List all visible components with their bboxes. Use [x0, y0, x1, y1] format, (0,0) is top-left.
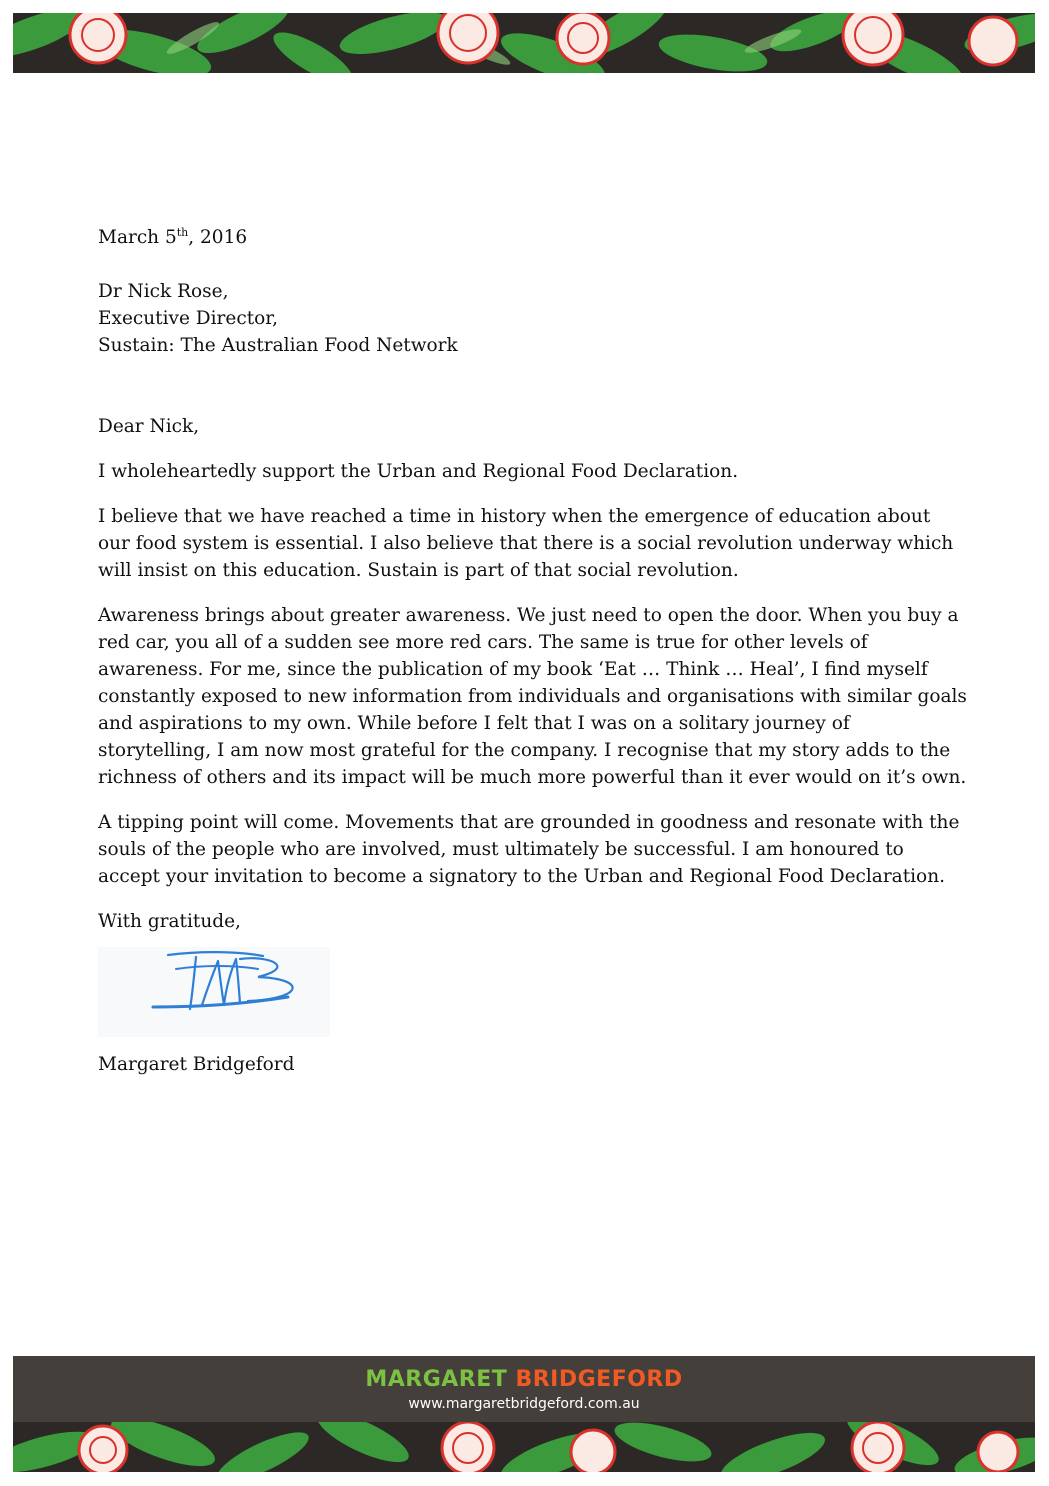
paragraph-2: I believe that we have reached a time in history when the emergence of education about our food system is essential. I also believe that there is a social revolution underway which will insist on this education. Sustain is part of that social revolution.	[98, 506, 954, 581]
floral-pattern-top	[13, 13, 1035, 73]
paragraph-3: Awareness brings about greater awareness. We just need to open the door. When you buy a red car, you all of a sudden see more red cars. The same is true for other levels of awareness. For me, since the publication of my book ‘Eat … Think … Heal’, I find myself constantly exposed to new information from individuals and organisations with similar goals and aspirations to my own. While before I felt that I was on a solitary journey of storytelling, I am now most grateful for the company. I recognise that my story adds to the richness of others and its impact will be much more powerful than it ever would on it’s own.	[98, 605, 967, 788]
recipient-name: Dr Nick Rose,	[98, 281, 229, 302]
recipient-organisation: Sustain: The Australian Food Network	[98, 335, 458, 356]
brand-name-last: BRIDGEFORD	[515, 1367, 683, 1392]
closing: With gratitude,	[98, 911, 241, 932]
date-ordinal: th	[176, 225, 189, 239]
letter-date	[98, 224, 968, 251]
date-year: , 2016	[188, 227, 248, 248]
paragraph-1: I wholeheartedly support the Urban and Regional Food Declaration.	[98, 461, 739, 482]
footer-website: www.margaretbridgeford.com.au	[408, 1396, 640, 1412]
letter-body	[98, 224, 968, 1078]
recipient-block	[98, 278, 968, 359]
signature-image	[98, 947, 330, 1037]
header-floral-banner	[13, 13, 1035, 73]
footer-brand-name	[13, 1367, 1035, 1393]
salutation: Dear Nick,	[98, 416, 200, 437]
floral-pattern-bottom	[13, 1422, 1035, 1472]
brand-name-first: MARGARET	[365, 1367, 508, 1392]
signatory-name: Margaret Bridgeford	[98, 1054, 295, 1075]
footer-floral-banner	[13, 1422, 1035, 1472]
paragraph-4: A tipping point will come. Movements that are grounded in goodness and resonate with the souls of the people who are involved, must ultimately be successful. I am honoured to accept your invitation to become a signatory to the Urban and Regional Food Declaration.	[98, 812, 960, 887]
handwritten-signature	[98, 947, 330, 1037]
recipient-title: Executive Director,	[98, 308, 278, 329]
footer-bar	[13, 1356, 1035, 1422]
date-month-day: March 5	[98, 227, 177, 248]
